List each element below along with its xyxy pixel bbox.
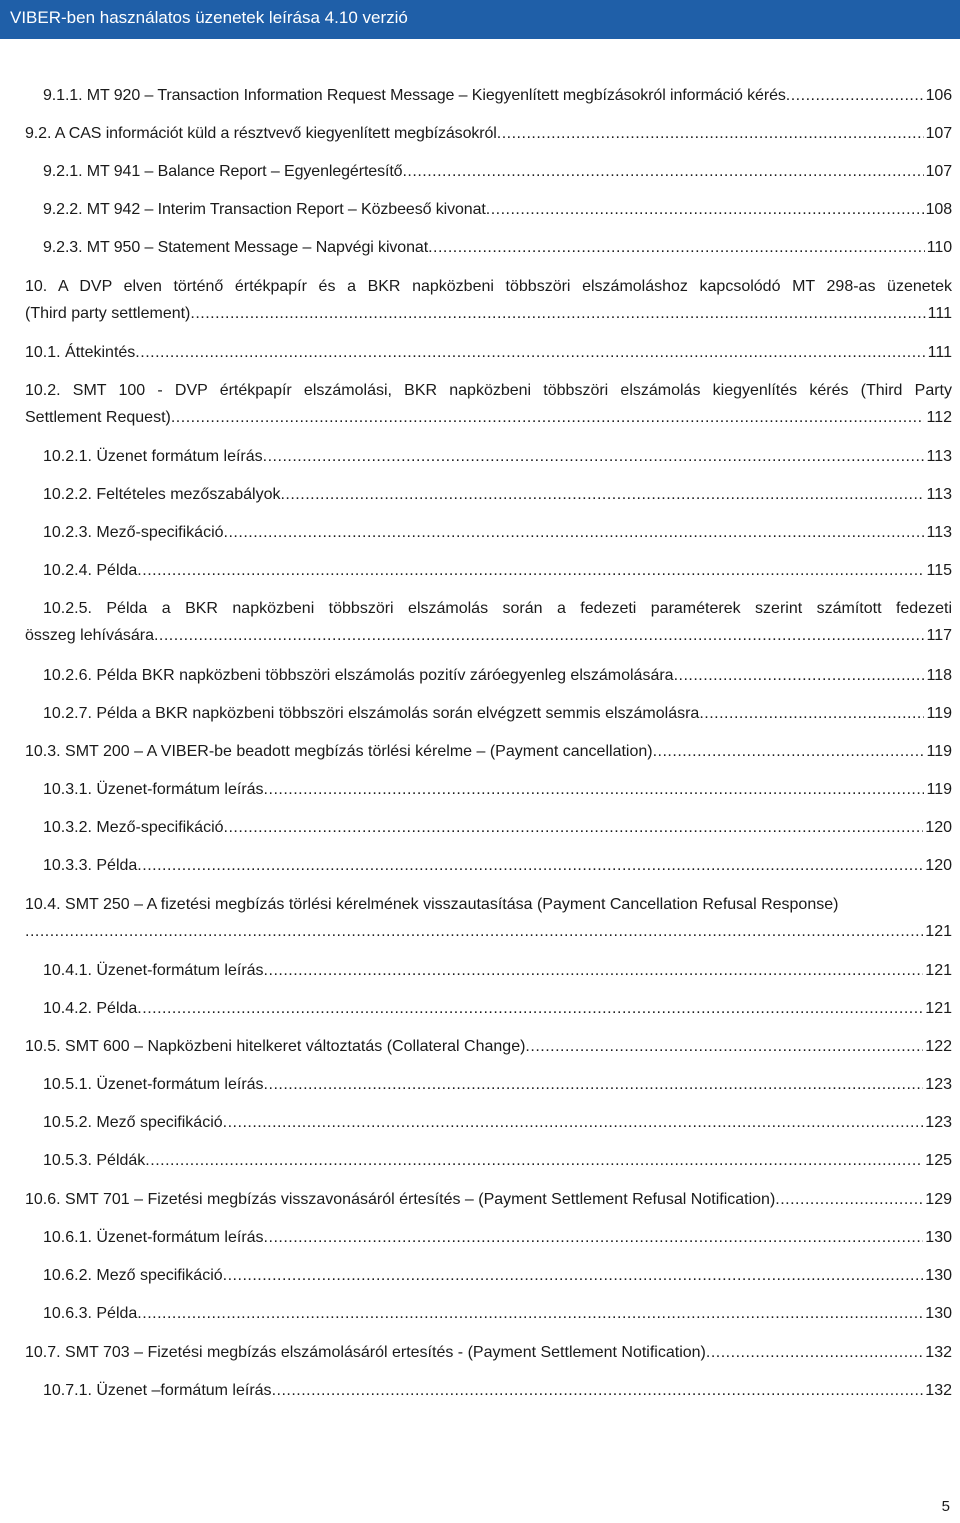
toc-entry[interactable] <box>43 86 952 106</box>
toc-leader-dots <box>137 856 923 876</box>
toc-entry[interactable] <box>43 666 952 686</box>
toc-entry-text: 10.2.4. Példa <box>43 562 138 579</box>
toc-entry-text: 9.2. A CAS információt küld a résztvevő kiegyenlített megbízásokról <box>25 125 497 142</box>
toc-leader-dots <box>486 200 924 220</box>
toc-entry[interactable] <box>25 277 952 324</box>
toc-page-number: 120 <box>925 857 952 874</box>
toc-page-number: 115 <box>926 562 952 579</box>
toc-leader-dots <box>402 162 923 182</box>
toc-page-number: 111 <box>927 305 952 322</box>
toc-entry[interactable] <box>43 1113 952 1133</box>
toc-leader-dots <box>190 304 925 324</box>
toc-entry[interactable] <box>43 200 952 220</box>
toc-entry-text: 9.2.2. MT 942 – Interim Transaction Report – Közbeeső kivonat <box>43 201 486 218</box>
toc-entry[interactable] <box>43 856 952 876</box>
toc-entry-text: 10.3.1. Üzenet-formátum leírás <box>43 781 264 798</box>
toc-leader-dots <box>171 408 925 428</box>
toc-page-number: 111 <box>927 344 952 361</box>
toc-page-number: 113 <box>926 486 952 503</box>
toc-page-number: 122 <box>925 1038 952 1055</box>
toc-leader-dots <box>280 485 924 505</box>
toc-leader-dots <box>525 1037 923 1057</box>
toc-entry[interactable] <box>43 1381 952 1401</box>
toc-entry-text: 10.5.3. Példák <box>43 1152 146 1169</box>
toc-leader-dots <box>706 1343 923 1363</box>
toc-entry[interactable] <box>43 1075 952 1095</box>
toc-page-number: 125 <box>925 1152 952 1169</box>
page-number: 5 <box>941 1498 950 1515</box>
toc-entry-text: 10.2.1. Üzenet formátum leírás <box>43 448 263 465</box>
toc-leader-dots <box>145 1151 923 1171</box>
toc-page-number: 123 <box>925 1076 952 1093</box>
toc-leader-dots <box>428 238 925 258</box>
toc-entry-text: 10.2.5. Példa a BKR napközbeni többszöri elszámolás során a fedezeti paraméterek szerint számított fedezeti <box>43 600 952 617</box>
toc-page-number: 117 <box>926 627 952 644</box>
toc-entry[interactable] <box>43 1151 952 1171</box>
toc-entry-text: 10.7.1. Üzenet –formátum leírás <box>43 1382 272 1399</box>
toc-leader-dots <box>224 818 924 838</box>
toc-entry[interactable] <box>43 704 952 724</box>
toc-entry-text: 9.2.3. MT 950 – Statement Message – Napvégi kivonat <box>43 239 429 256</box>
toc-page-number: 107 <box>925 163 952 180</box>
toc-page-number: 110 <box>926 239 952 256</box>
toc-leader-dots <box>264 961 924 981</box>
toc-leader-dots <box>786 86 924 106</box>
toc-leader-dots <box>223 1266 924 1286</box>
toc-entry-text: 10.2. SMT 100 - DVP értékpapír elszámolási, BKR napközbeni többszöri elszámolás kiegyenlítés kérés (Third Party <box>25 382 952 399</box>
toc-entry[interactable] <box>43 1266 952 1286</box>
toc-entry[interactable] <box>43 1304 952 1324</box>
toc-leader-dots <box>137 999 923 1019</box>
toc-entry[interactable] <box>25 895 952 942</box>
toc-page-number: 132 <box>925 1382 952 1399</box>
toc-entry-text-continued: Settlement Request) <box>25 409 171 426</box>
toc-entry[interactable] <box>43 238 952 258</box>
toc-entry-text: 9.2.1. MT 941 – Balance Report – Egyenlegértesítő <box>43 163 403 180</box>
toc-page-number: 119 <box>926 705 952 722</box>
toc-entry[interactable] <box>25 599 952 646</box>
toc-leader-dots <box>264 780 925 800</box>
toc-entry[interactable] <box>43 961 952 981</box>
toc-entry[interactable] <box>25 343 952 363</box>
toc-leader-dots <box>674 666 925 686</box>
toc-page-number: 106 <box>925 87 952 104</box>
toc-page-number: 129 <box>925 1191 952 1208</box>
toc-leader-dots <box>263 447 925 467</box>
toc-entry-text: 10.2.3. Mező-specifikáció <box>43 524 224 541</box>
toc-leader-dots <box>137 561 924 581</box>
toc-entry[interactable] <box>43 1228 952 1248</box>
toc-leader-dots <box>135 343 925 363</box>
toc-leader-dots <box>653 742 925 762</box>
toc-entry-text: 10.6.3. Példa <box>43 1305 138 1322</box>
toc-entry-text: 9.1.1. MT 920 – Transaction Information Request Message – Kiegyenlített megbízásokról információ kérés <box>43 87 786 104</box>
toc-page-number: 120 <box>925 819 952 836</box>
toc-page-number: 113 <box>926 524 952 541</box>
toc-entry-text: 10.6.2. Mező specifikáció <box>43 1267 223 1284</box>
toc-leader-dots <box>224 523 925 543</box>
toc-page-number: 108 <box>925 201 952 218</box>
toc-leader-dots <box>775 1190 923 1210</box>
header-divider <box>0 36 960 39</box>
toc-entry-text: 10.1. Áttekintés <box>25 344 136 361</box>
toc-page-number: 130 <box>925 1229 952 1246</box>
toc-leader-dots <box>154 626 925 646</box>
toc-entry-text: 10.4. SMT 250 – A fizetési megbízás törlési kérelmének visszautasítása (Payment Cancellation Refusal Response) <box>25 896 839 913</box>
toc-page-number: 112 <box>926 409 952 426</box>
toc-page-number: 119 <box>926 743 952 760</box>
toc-entry-text: 10.7. SMT 703 – Fizetési megbízás elszámolásáról ertesítés - (Payment Settlement Notification) <box>25 1344 706 1361</box>
toc-entry-text: 10.5. SMT 600 – Napközbeni hitelkeret változtatás (Collateral Change) <box>25 1038 526 1055</box>
toc-entry-text-continued: (Third party settlement) <box>25 305 191 322</box>
toc-leader-dots <box>137 1304 923 1324</box>
toc-leader-dots <box>264 1075 924 1095</box>
toc-entry[interactable] <box>43 818 952 838</box>
toc-page-number: 130 <box>925 1267 952 1284</box>
toc-leader-dots <box>25 922 923 942</box>
toc-entry-text: 10.4.2. Példa <box>43 1000 138 1017</box>
toc-entry[interactable] <box>25 381 952 428</box>
toc-entry[interactable] <box>43 561 952 581</box>
toc-entry[interactable] <box>25 124 952 144</box>
toc-page-number: 130 <box>925 1305 952 1322</box>
toc-entry-text: 10.3.2. Mező-specifikáció <box>43 819 224 836</box>
toc-page-number: 119 <box>926 781 952 798</box>
toc-leader-dots <box>264 1228 924 1248</box>
toc-entry-text: 10. A DVP elven történő értékpapír és a BKR napközbeni többszöri elszámoláshoz kapcsolódó MT 298-as üzenetek <box>25 278 952 295</box>
document-title: VIBER-ben használatos üzenetek leírása 4.10 verzió <box>10 8 408 27</box>
toc-leader-dots <box>272 1381 924 1401</box>
toc-entry[interactable] <box>43 523 952 543</box>
toc-entry-text: 10.4.1. Üzenet-formátum leírás <box>43 962 264 979</box>
toc-page-number: 121 <box>925 923 952 940</box>
toc-entry-text: 10.3. SMT 200 – A VIBER-be beadott megbízás törlési kérelme – (Payment cancellation) <box>25 743 653 760</box>
toc-entry[interactable] <box>43 447 952 467</box>
toc-entry[interactable] <box>25 742 952 762</box>
toc-entry-text: 10.6.1. Üzenet-formátum leírás <box>43 1229 264 1246</box>
toc-entry[interactable] <box>43 485 952 505</box>
toc-entry-text: 10.2.2. Feltételes mezőszabályok <box>43 486 281 503</box>
toc-entry[interactable] <box>43 780 952 800</box>
toc-entry-text-continued: összeg lehívására <box>25 627 154 644</box>
toc-entry[interactable] <box>43 999 952 1019</box>
toc-page-number: 123 <box>925 1114 952 1131</box>
toc-entry-text: 10.6. SMT 701 – Fizetési megbízás visszavonásáról értesítés – (Payment Settlement Refusal Notification) <box>25 1191 776 1208</box>
document-header <box>0 0 960 36</box>
toc-page-number: 132 <box>925 1344 952 1361</box>
toc-page-number: 118 <box>926 667 952 684</box>
toc-entry[interactable] <box>25 1190 952 1210</box>
toc-entry[interactable] <box>25 1037 952 1057</box>
toc-page-number: 107 <box>925 125 952 142</box>
toc-entry-text: 10.3.3. Példa <box>43 857 138 874</box>
toc-entry-text: 10.2.7. Példa a BKR napközbeni többszöri elszámolás során elvégzett semmis elszámolásra <box>43 705 700 722</box>
toc-entry-text: 10.5.1. Üzenet-formátum leírás <box>43 1076 264 1093</box>
toc-page-number: 121 <box>925 1000 952 1017</box>
toc-entry[interactable] <box>43 162 952 182</box>
toc-page-number: 113 <box>926 448 952 465</box>
toc-entry[interactable] <box>25 1343 952 1363</box>
toc-page-number: 121 <box>925 962 952 979</box>
toc-leader-dots <box>699 704 924 724</box>
toc-leader-dots <box>497 124 924 144</box>
toc-entry-text: 10.2.6. Példa BKR napközbeni többszöri elszámolás pozitív záróegyenleg elszámolására <box>43 667 674 684</box>
toc-leader-dots <box>223 1113 924 1133</box>
toc-entry-text: 10.5.2. Mező specifikáció <box>43 1114 223 1131</box>
